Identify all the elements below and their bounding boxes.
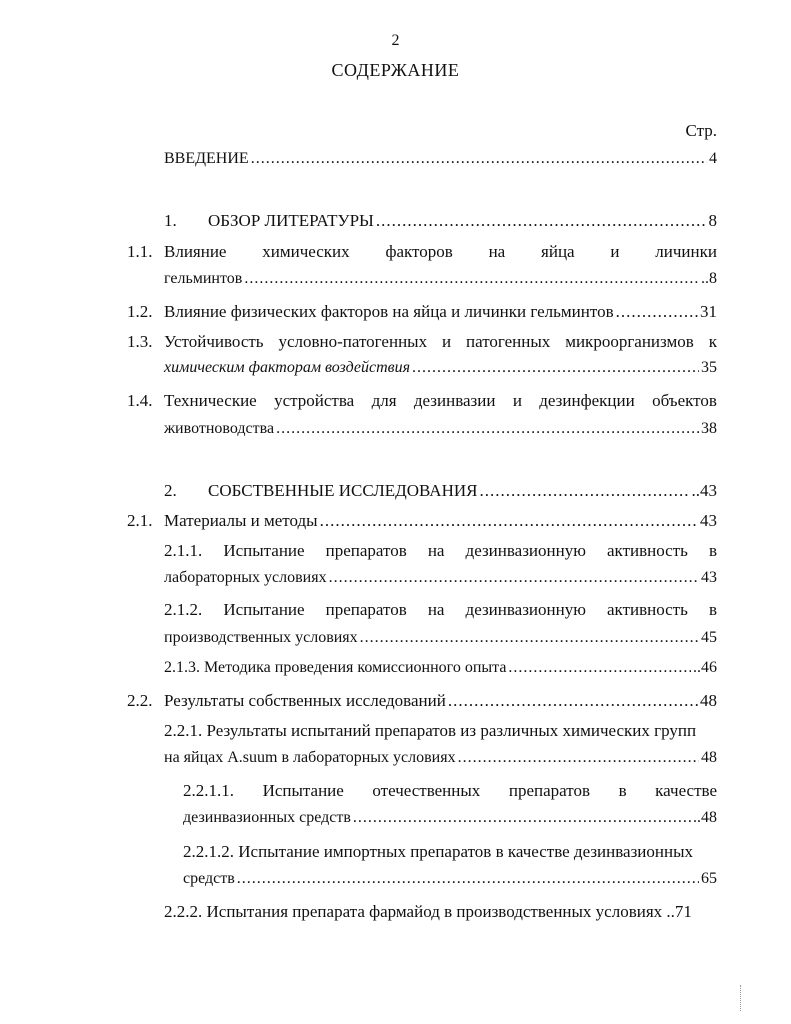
toc-entry-text: 2.2.1.2. Испытание импортных препаратов в качестве дезинвазионных — [183, 842, 694, 861]
toc-entry-2-2[interactable] — [0, 689, 791, 713]
toc-leader — [237, 870, 699, 888]
toc-page: ..46 — [693, 659, 717, 676]
toc-number: 1.3. — [127, 332, 153, 351]
toc-entry-text: Устойчивость условно-патогенных и патогенных микроорганизмов к — [164, 332, 717, 351]
toc-entry-2-1[interactable] — [0, 509, 791, 533]
toc-leader — [458, 749, 699, 767]
toc-leader — [616, 300, 698, 324]
toc-entry-1-2[interactable] — [0, 300, 791, 324]
toc-entry-text: Технические устройства для дезинвазии и дезинфекции объектов — [164, 391, 717, 410]
toc-entry-text: Результаты собственных исследований — [164, 691, 446, 710]
toc-entry-text: 2.1.2. Испытание препаратов на дезинвазионную активность в — [164, 600, 717, 619]
toc-page: 43 — [701, 569, 717, 586]
toc-entry-2-2-1[interactable] — [164, 719, 717, 743]
toc-entry-1-3-cont[interactable] — [164, 359, 717, 377]
toc-number: 1.2. — [127, 302, 153, 321]
toc-entry-2[interactable] — [0, 479, 791, 503]
toc-entry-text: Влияние физических факторов на яйца и личинки гельминтов — [164, 302, 614, 321]
toc-page: 43 — [700, 511, 717, 530]
toc-leader — [276, 420, 699, 438]
toc-page: 8 — [708, 211, 717, 230]
toc-entry-text: гельминтов — [164, 270, 243, 287]
page-column-label: Стр. — [685, 121, 717, 140]
toc-entry-1-1[interactable] — [0, 240, 791, 264]
toc-leader — [320, 509, 698, 533]
page-title: СОДЕРЖАНИЕ — [331, 60, 460, 80]
toc-page: ..8 — [701, 270, 717, 287]
toc-entry-text: животноводства — [164, 420, 275, 437]
toc-page: 45 — [701, 629, 717, 646]
toc-entry-2-1-2-cont[interactable] — [164, 629, 717, 647]
toc-entry-2-2-1-2[interactable] — [183, 840, 717, 864]
toc-entry-text: дезинвазионных средств — [183, 809, 351, 826]
toc-number: 2.2. — [127, 691, 153, 710]
toc-entry-text: ОБЗОР ЛИТЕРАТУРЫ — [208, 211, 374, 230]
toc-entry-1-4-cont[interactable] — [164, 420, 717, 438]
toc-entry-2-2-1-2-cont[interactable] — [183, 870, 717, 888]
page-number: 2 — [391, 32, 400, 49]
toc-entry-1-4[interactable] — [0, 389, 791, 413]
toc-page: ..43 — [691, 481, 717, 500]
toc-leader — [412, 359, 699, 377]
toc-entry-2-2-1-cont[interactable] — [164, 749, 717, 767]
toc-leader — [508, 659, 691, 677]
scan-edge-mark — [740, 985, 744, 1011]
toc-entry-2-2-2[interactable] — [164, 900, 717, 924]
toc-leader — [479, 479, 689, 503]
toc-page: 4 — [709, 150, 717, 167]
toc-leader — [448, 689, 698, 713]
toc-entry-text: ВВЕДЕНИЕ — [164, 150, 249, 167]
toc-page: 31 — [700, 302, 717, 321]
toc-leader — [376, 209, 707, 233]
toc-number: 1.1. — [127, 242, 153, 261]
toc-entry-2-1-1[interactable] — [0, 539, 791, 563]
toc-page: 65 — [701, 870, 717, 887]
toc-entry-2-2-1-1-cont[interactable] — [183, 809, 717, 827]
toc-leader — [360, 629, 699, 647]
toc-entry-text: 2.2.2. Испытания препарата фармайод в производственных условиях ..71 — [164, 902, 692, 921]
toc-page: 38 — [701, 420, 717, 437]
toc-entry-text: средств — [183, 870, 235, 887]
toc-entry-intro[interactable] — [164, 150, 717, 168]
toc-entry-text: 2.2.1. Результаты испытаний препаратов из различных химических групп — [164, 721, 697, 740]
toc-entry-2-1-1-cont[interactable] — [164, 569, 717, 587]
toc-page: 35 — [701, 359, 717, 376]
toc-number: 2. — [164, 481, 177, 500]
toc-entry-1-3[interactable] — [0, 330, 791, 354]
toc-entry-1-1-cont[interactable] — [164, 270, 717, 288]
toc-entry-text: Материалы и методы — [164, 511, 318, 530]
toc-entry-1[interactable] — [0, 209, 791, 233]
toc-entry-text: СОБСТВЕННЫЕ ИССЛЕДОВАНИЯ — [208, 481, 478, 500]
toc-entry-text: производственных условиях — [164, 629, 358, 646]
toc-entry-text: на яйцах A.suum в лабораторных условиях — [164, 749, 456, 766]
toc-page: 48 — [701, 749, 717, 766]
toc-page: ..48 — [693, 809, 717, 826]
toc-leader — [244, 270, 699, 288]
toc-number: 1. — [164, 211, 177, 230]
toc-entry-text: 2.2.1.1. Испытание отечественных препаратов в качестве — [183, 781, 717, 800]
toc-entry-2-1-3[interactable] — [164, 659, 717, 677]
toc-leader — [353, 809, 691, 827]
toc-entry-2-1-2[interactable] — [0, 598, 791, 622]
toc-entry-text: 2.1.1. Испытание препаратов на дезинвазионную активность в — [164, 541, 717, 560]
toc-leader — [329, 569, 699, 587]
toc-entry-text: Влияние химических факторов на яйца и личинки — [164, 242, 717, 261]
toc-entry-text: 2.1.3. Методика проведения комиссионного опыта — [164, 659, 507, 676]
toc-page: 48 — [700, 691, 717, 710]
toc-leader — [251, 150, 707, 168]
toc-entry-text: лабораторных условиях — [164, 569, 327, 586]
toc-number: 1.4. — [127, 391, 153, 410]
toc-number: 2.1. — [127, 511, 153, 530]
toc-entry-2-2-1-1[interactable] — [0, 779, 791, 803]
toc-entry-text: химическим факторам воздействия — [164, 359, 411, 376]
